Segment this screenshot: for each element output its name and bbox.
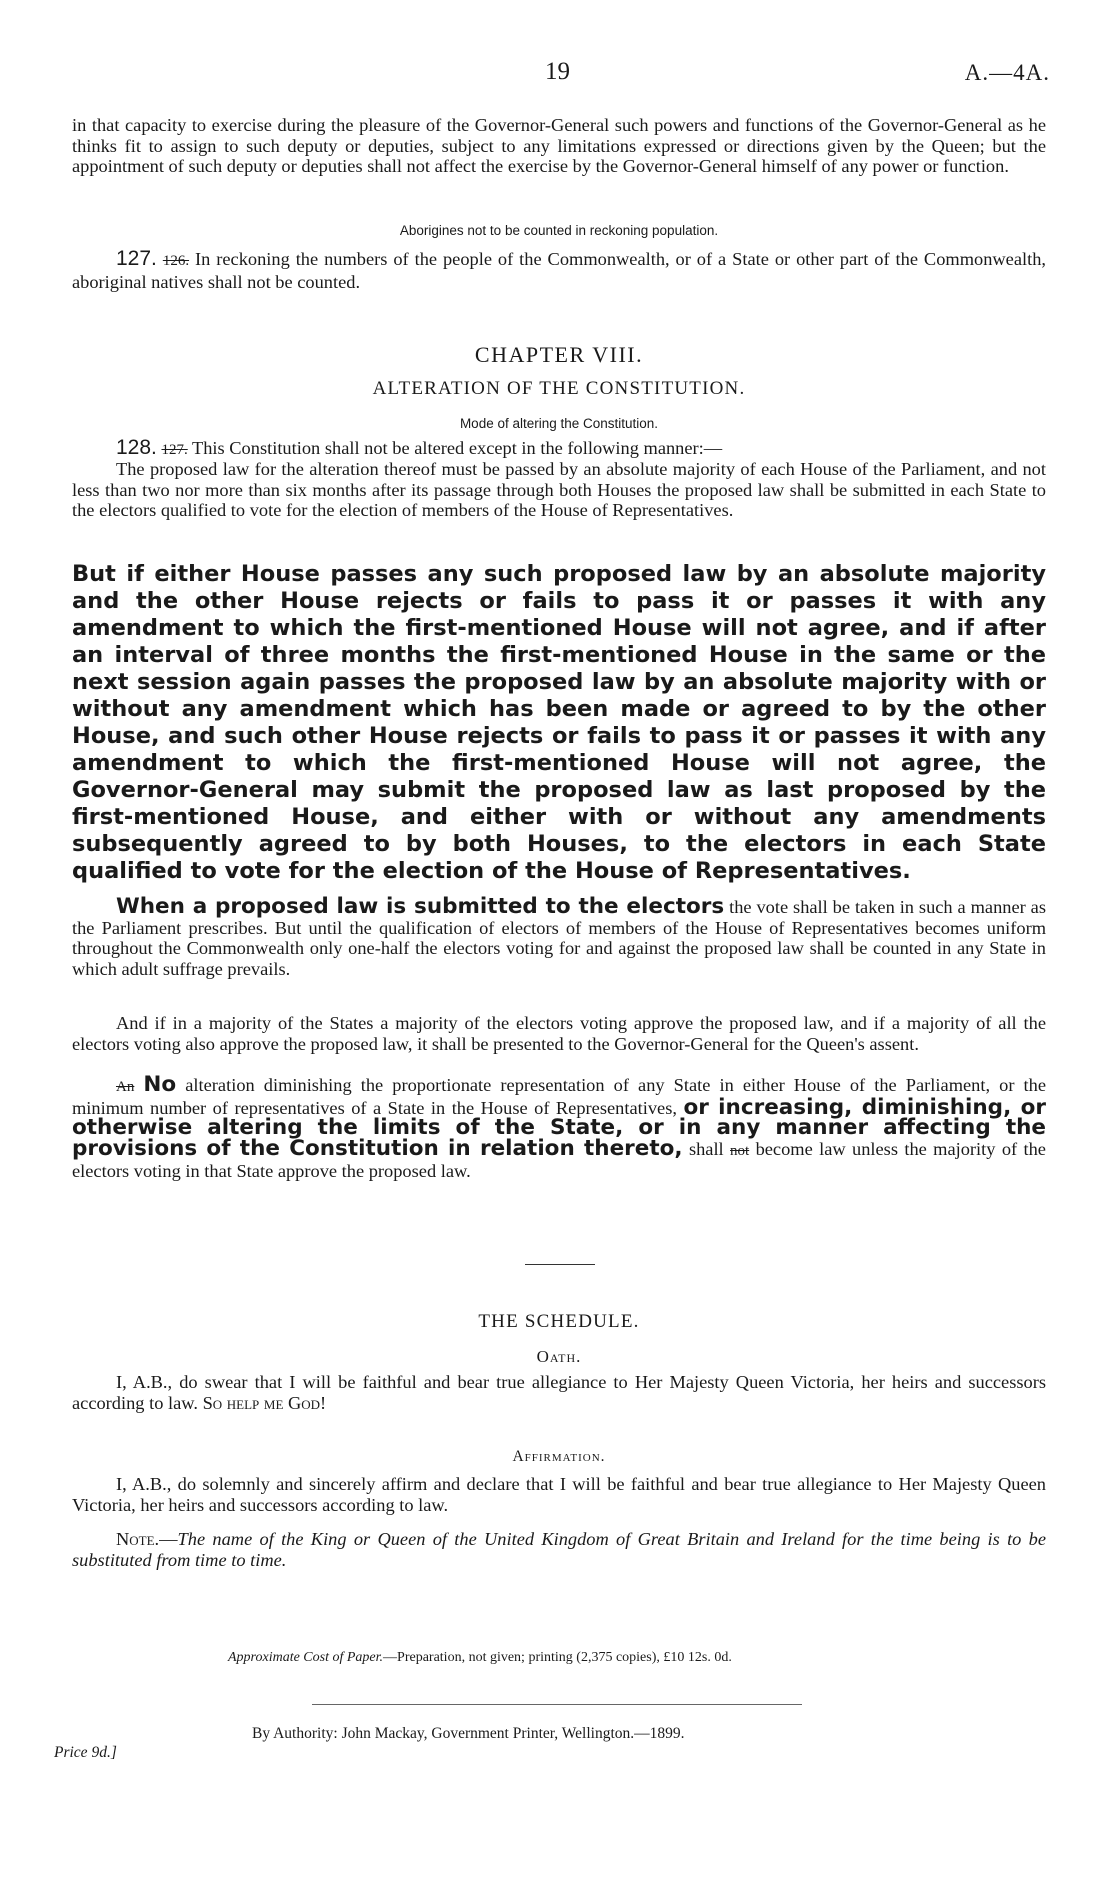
oath-heading: Oath. (536, 1347, 582, 1366)
chapter-title: CHAPTER VIII. (474, 342, 644, 367)
chapter-subtitle: ALTERATION OF THE CONSTITUTION. (372, 378, 746, 399)
oath-block (72, 1372, 1046, 1413)
section-128-para-3-rest: the vote shall be taken in such a manner as the Parliament prescribes. But until the qualification of electors of members of the House of Representatives becomes uniform throughout the Commonwealth only one-half the electors voting for and against the proposed law shall be counted in any State in which adult suffrage prevails. (72, 897, 1046, 979)
authority-line: By Authority: John Mackay, Government Printer, Wellington.—1899. (252, 1725, 685, 1742)
schedule-title: THE SCHEDULE. (478, 1311, 640, 1332)
price-line (54, 1744, 117, 1762)
oath-text: I, A.B., do swear that I will be faithful and bear true allegiance to Her Majesty Queen Victoria, her heirs and successors according to law. (72, 1372, 1046, 1413)
intro-paragraph: in that capacity to exercise during the pleasure of the Governor-General such powers and functions of the Governor-General as he thinks fit to assign to such deputy or deputies, subject to any limitations expressed or directions given by the Queen; but the appointment of such deputy or deputies shall not affect the exercise by the Governor-General himself of any power or function. (72, 115, 1046, 176)
section-128-number: 128. (116, 436, 157, 459)
section-128-para-5-new: No (143, 1072, 177, 1097)
oath-close: So help me God! (202, 1392, 327, 1413)
section-128-marginal-heading: Mode of altering the Constitution. (459, 416, 659, 431)
section-128-para-5-struck: An (116, 1079, 135, 1095)
section-128-para-5-bold: or increasing, diminishing, or otherwise altering the limits of the State, or in any manner affecting the provisions of the Constitution in relation thereto, (72, 1094, 1046, 1161)
footer-rule (312, 1704, 802, 1705)
section-127-number: 127. (116, 247, 157, 270)
note-block (72, 1529, 1046, 1570)
affirmation-block (72, 1474, 1046, 1515)
section-128-para-5 (72, 1072, 1046, 1182)
section-128-para-5-end-a: shall (688, 1138, 724, 1159)
section-128-para-5-text: alteration diminishing the proportionate representation of any State in either House of the Parliament, or the minimum number of representatives of a State in the House of Representatives, (72, 1075, 1046, 1118)
section-127-struck-number: 126. (162, 253, 190, 269)
section-128-opening-text: This Constitution shall not be altered except in the following manner:— (192, 438, 723, 458)
section-128-para-1 (72, 459, 1046, 521)
section-128-para-2-text: But if either House passes any such proposed law by an absolute majority and the other House rejects or fails to pass it or passes it with any amendment to which the first-mentioned House will not agree, and if after an interval of three months the first-mentioned House in the same or the next session again passes the proposed law by an absolute majority with or without any amendment which has been made or agreed to by the other House, and such other House rejects or fails to pass it or passes it with any amendment to which the first-mentioned House will not agree, the Governor-General may submit the proposed law as last proposed by the first-mentioned House, and either with or without any amendments subsequently agreed to by both Houses, to the electors in each State qualified to vote for the election of the House of Representatives. (72, 561, 1046, 884)
affirmation-heading: Affirmation. (512, 1448, 606, 1465)
cost-line (228, 1650, 732, 1666)
section-128-struck-number: 127. (161, 442, 188, 458)
section-128-para-5-end-b: become law unless the majority of the electors voting in that State approve the proposed law. (72, 1138, 1046, 1181)
section-128-para-3 (72, 894, 1046, 979)
cost-text: —Preparation, not given; printing (2,375 copies), £10 12s. 0d. (383, 1650, 732, 1665)
page-number: 19 (545, 58, 570, 85)
section-128-opening (72, 438, 1046, 461)
section-127-marginal-heading: Aborigines not to be counted in reckoning population. (399, 223, 719, 238)
section-127-text: In reckoning the numbers of the people of the Commonwealth, or of a State or other part of the Commonwealth, aboriginal natives shall not be counted. (72, 249, 1047, 292)
section-128-para-4-text: And if in a majority of the States a majority of the electors voting approve the proposed law, and if a majority of all the electors voting also approve the proposed law, it shall be presented to the Governor-General for the Queen's assent. (72, 1013, 1046, 1054)
note-text: The name of the King or Queen of the United Kingdom of Great Britain and Ireland for the time being is to be substituted from time to time. (72, 1529, 1046, 1570)
section-128-para-5-end-struck: not (730, 1142, 750, 1159)
price-text: Price 9d.] (54, 1744, 117, 1761)
affirmation-text: I, A.B., do solemnly and sincerely affirm and declare that I will be faithful and bear true allegiance to Her Majesty Queen Victoria, her heirs and successors according to law. (72, 1474, 1046, 1515)
section-divider (525, 1264, 595, 1265)
intro-paragraph-block (72, 115, 1046, 177)
section-128-para-1-text: The proposed law for the alteration thereof must be passed by an absolute majority of each House of the Parliament, and not less than two nor more than six months after its passage through both Houses the proposed law shall be submitted in each State to the electors qualified to vote for the election of members of the House of Representatives. (72, 459, 1046, 520)
note-label: Note.— (116, 1529, 178, 1549)
cost-label: Approximate Cost of Paper. (228, 1650, 384, 1665)
section-128-para-4 (72, 1013, 1046, 1054)
section-128-para-3-bold: When a proposed law is submitted to the electors (116, 894, 725, 919)
document-reference: A.—4A. (964, 60, 1050, 85)
section-127 (72, 249, 1046, 292)
section-128-para-2 (72, 561, 1046, 885)
